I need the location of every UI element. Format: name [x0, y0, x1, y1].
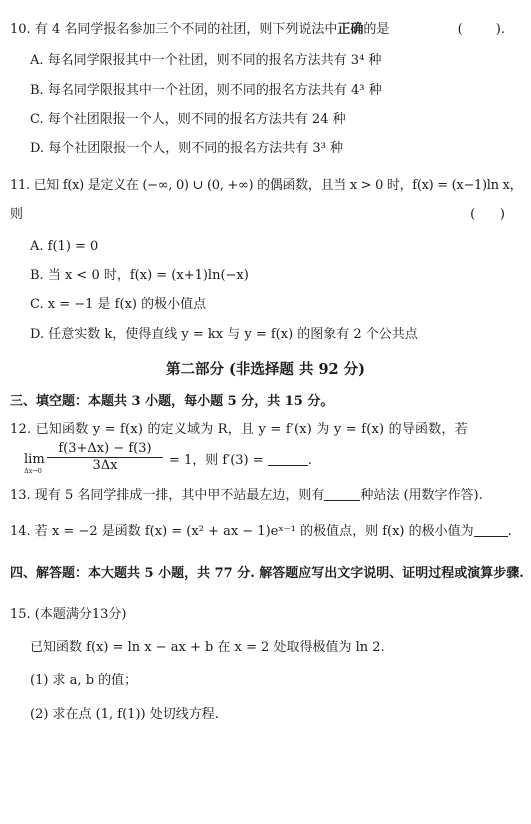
limit-fraction [47, 441, 163, 474]
q15-given: 已知函数 f(x) = ln x − ax + b 在 x = 2 处取得极值为 ln 2. [30, 640, 385, 655]
q11-stem: 11. 已知 f(x) 是定义在 (−∞, 0) ∪ (0, +∞) 的偶函数，且当 x > 0 时，f(x) = (x−1)ln x， [10, 178, 523, 193]
q13-stem: 13. 现有 5 名同学排成一排，其中甲不站最左边，则有 种站法 (用数字作答). [10, 488, 483, 503]
fraction-denominator: 3Δx [92, 458, 118, 473]
q11-option-d: D. 任意实数 k，使得直线 y = kx 与 y = f(x) 的图象有 2 个公共点 [30, 327, 418, 342]
limit-symbol: lim [24, 452, 45, 467]
q10-answer-paren: ( ). [457, 22, 505, 37]
q10-option-b: B. 每名同学限报其中一个社团，则不同的报名方法共有 4³ 种 [30, 83, 382, 98]
q14-stem: 14. 若 x = −2 是函数 f(x) = (x² + ax − 1)eˣ⁻¹ 的极值点，则 f(x) 的极小值为 . [10, 524, 512, 539]
part2-title: 第二部分 (非选择题 共 92 分) [165, 361, 366, 378]
q10-option-a: A. 每名同学限报其中一个社团，则不同的报名方法共有 3⁴ 种 [30, 53, 382, 68]
q13-answer-blank [324, 488, 360, 501]
q11-option-a: A. f(1) = 0 [30, 239, 99, 254]
q10-stem [10, 21, 519, 39]
q15-heading: 15. (本题满分13分) [10, 607, 127, 622]
q10-stem-text: 10. 有 4 名同学报名参加三个不同的社团，则下列说法中 [10, 22, 338, 37]
q12-after: = 1，则 f′(3) = . [169, 453, 312, 468]
q12-limit-expression [24, 441, 324, 475]
q10-stem-end: 的是 [363, 22, 390, 37]
q12-answer-blank [268, 453, 308, 466]
q10-stem-bold: 正确 [337, 22, 364, 37]
q11-stem-cont: 则 ( ) [10, 207, 505, 222]
q10-option-c: C. 每个社团限报一个人，则不同的报名方法共有 24 种 [30, 112, 346, 127]
q10-option-d: D. 每个社团限报一个人，则不同的报名方法共有 3³ 种 [30, 141, 343, 156]
q11-answer-paren: ( ) [470, 207, 505, 222]
q14-answer-blank [474, 524, 508, 537]
q12-stem: 12. 已知函数 y = f(x) 的定义域为 R，且 y = f′(x) 为 y = f(x) 的导函数，若 [10, 422, 468, 437]
q11-option-c: C. x = −1 是 f(x) 的极小值点 [30, 297, 207, 312]
q15-part2: (2) 求在点 (1, f(1)) 处切线方程. [30, 707, 219, 722]
q11-option-b: B. 当 x < 0 时，f(x) = (x+1)ln(−x) [30, 268, 249, 283]
fraction-numerator: f(3+Δx) − f(3) [47, 441, 163, 458]
q15-part1: (1) 求 a, b 的值； [30, 673, 138, 688]
section4-heading: 四、解答题：本大题共 5 小题，共 77 分. 解答题应写出文字说明、证明过程或演算步骤. [10, 566, 524, 581]
limit-subscript: Δx→0 [24, 467, 42, 475]
section3-heading: 三、填空题：本题共 3 小题，每小题 5 分，共 15 分。 [10, 394, 334, 409]
